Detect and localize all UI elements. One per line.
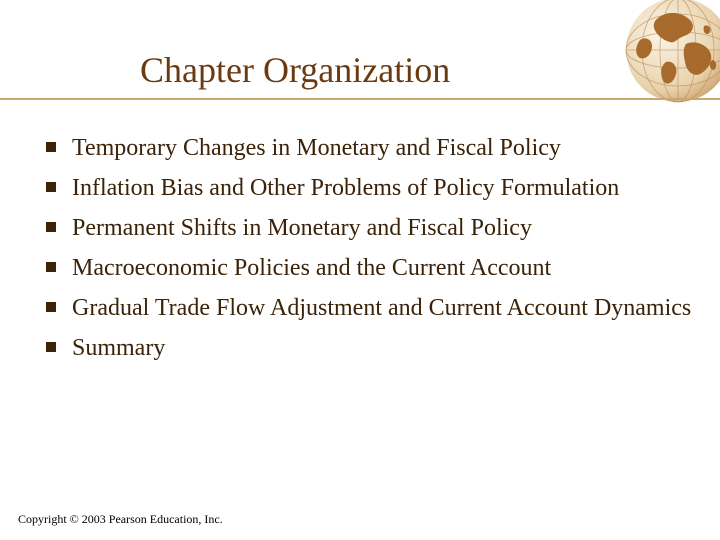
bullet-text: Summary [72, 335, 166, 361]
bullet-text: Macroeconomic Policies and the Current Account [72, 255, 552, 281]
title-divider [0, 98, 720, 100]
bullet-item [44, 171, 704, 205]
square-bullet-icon [46, 142, 56, 152]
bullet-item [44, 291, 704, 325]
slide-title: Chapter Organization [140, 50, 451, 90]
bullet-text: Permanent Shifts in Monetary and Fiscal Policy [72, 215, 532, 241]
bullet-item [44, 251, 704, 285]
bullet-text: Inflation Bias and Other Problems of Policy Formulation [72, 175, 620, 201]
square-bullet-icon [46, 302, 56, 312]
square-bullet-icon [46, 262, 56, 272]
copyright-footer: Copyright © 2003 Pearson Education, Inc. [18, 512, 223, 526]
square-bullet-icon [46, 222, 56, 232]
bullet-list [44, 131, 704, 371]
bullet-item [44, 131, 704, 165]
globe-icon [612, 0, 720, 106]
bullet-text: Gradual Trade Flow Adjustment and Current Account Dynamics [72, 295, 692, 321]
bullet-item [44, 211, 704, 245]
square-bullet-icon [46, 182, 56, 192]
square-bullet-icon [46, 342, 56, 352]
bullet-text: Temporary Changes in Monetary and Fiscal Policy [72, 135, 561, 161]
bullet-item [44, 331, 704, 365]
